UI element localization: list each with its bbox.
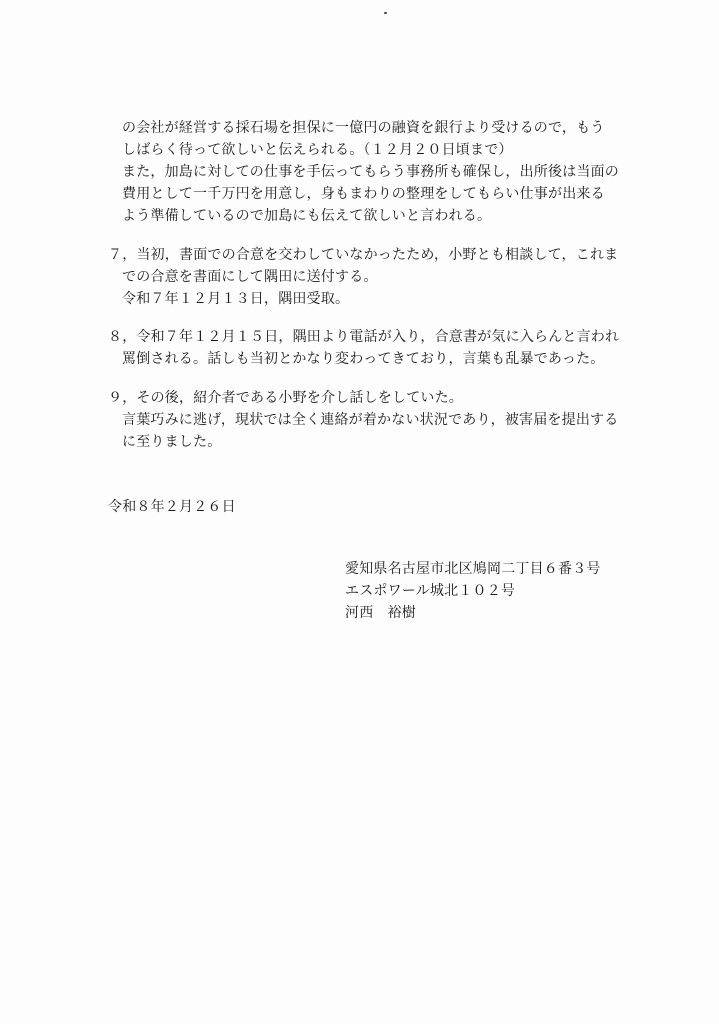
body-line-3: また，加島に対しての仕事を手伝ってもらう事務所も確保し，出所後は当面の <box>122 164 619 180</box>
document-date: 令和８年２月２６日 <box>108 499 236 515</box>
item-7-line-3: 令和７年１２月１３日，隅田受取。 <box>122 291 350 307</box>
item-9-line-3: に至りました。 <box>122 434 222 450</box>
body-line-4: 費用として一千万円を用意し，身もまわりの整理をしてもらい仕事が出来る <box>122 186 605 202</box>
body-line-1: の会社が経営する採石場を担保に一億円の融資を銀行より受けるので，もう <box>122 120 605 136</box>
item-9-line-2: 言葉巧みに逃げ，現状では全く連絡が着かない状況であり，被害届を提出する <box>122 412 619 428</box>
signature-address-line-1: 愛知県名古屋市北区鳩岡二丁目６番３号 <box>345 561 601 577</box>
item-7-line-1: ７，当初，書面での合意を交わしていなかったため，小野とも相談して，これま <box>108 247 619 263</box>
body-line-2: しばらく待って欲しいと伝えられる。（１２月２０日頃まで） <box>122 142 513 158</box>
item-9-line-1: ９，その後，紹介者である小野を介し話しをしていた。 <box>108 390 463 406</box>
item-8-line-2: 罵倒される。話しも当初とかなり変わってきており，言葉も乱暴であった。 <box>122 351 605 367</box>
signature-address-line-2: エスポワール城北１０２号 <box>345 583 516 599</box>
item-8-line-1: ８，令和７年１２月１５日，隅田より電話が入り，合意書が気に入らんと言われ <box>108 329 620 345</box>
scan-speck <box>384 12 387 14</box>
body-line-5: よう準備しているので加島にも伝えて欲しいと言われる。 <box>122 208 492 224</box>
item-7-line-2: での合意を書面にして隅田に送付する。 <box>122 269 378 285</box>
signature-name: 河西 裕樹 <box>345 605 416 621</box>
